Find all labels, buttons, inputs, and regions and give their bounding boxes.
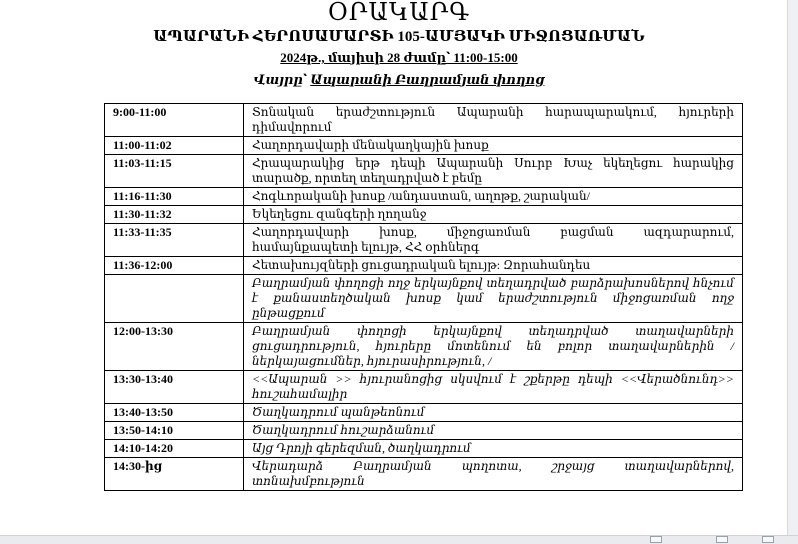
schedule-row bbox=[105, 206, 743, 224]
schedule-row bbox=[105, 224, 743, 257]
schedule-description: Բաղրամյան փողոցի ողջ երկայնքով տեղադրված բարձրախոսներով հնչում է քանաստեղծական խոսք կամ երաժշտություն միջոցառման ողջ ընթացքում bbox=[244, 275, 743, 323]
schedule-description: Հոգևորականի խոսք /անդաստան, աղոթք, շարական/ bbox=[244, 188, 743, 206]
event-date-time: 2024թ., մայիսի 28 ժամը՝ 11:00-15:00 bbox=[280, 50, 518, 65]
event-subtitle: ԱՊԱՐԱՆԻ ՀԵՐՈՍԱՄԱՐՏԻ 105-ԱՄՅԱԿԻ ՄԻՋՈՑԱՌՄԱՆ bbox=[153, 29, 645, 45]
schedule-description: Տոնական երաժշտություն Ապարանի հարապարակում, հյուրերի դիմավորում bbox=[244, 104, 743, 137]
schedule-row bbox=[105, 188, 743, 206]
schedule-row bbox=[105, 155, 743, 188]
place-label: Վայրը՝ bbox=[253, 72, 308, 87]
schedule-description: Այց Դրոյի գերեզման, ծաղկադրում bbox=[244, 440, 743, 458]
schedule-description: Բաղրամյան փողոցի երկայնքով տեղադրված տաղավարների ցուցադրություն, հյուրերը մոտենում են բոլոր տաղավարներին /ներկայացումներ, հյուրասիրություն, / bbox=[244, 323, 743, 371]
schedule-time bbox=[105, 275, 244, 323]
place-value: Ապարանի Բաղրամյան փողոց bbox=[310, 72, 545, 87]
schedule-description: Հաղորդավարի խոսք, միջոցառման բացման ազդարարում, համայնքապետի ելույթ, ՀՀ օրհներգ bbox=[244, 224, 743, 257]
schedule-time: 11:00-11:02 bbox=[105, 137, 244, 155]
schedule-time: 11:33-11:35 bbox=[105, 224, 244, 257]
schedule-time: 11:16-11:30 bbox=[105, 188, 244, 206]
schedule-time: 13:40-13:50 bbox=[105, 404, 244, 422]
schedule-description: Ծաղկադրում պանթեոնում bbox=[244, 404, 743, 422]
schedule-table bbox=[104, 103, 743, 491]
schedule-time: 13:50-14:10 bbox=[105, 422, 244, 440]
schedule-time: 11:30-11:32 bbox=[105, 206, 244, 224]
schedule-description: Ծաղկադրում հուշարձանում bbox=[244, 422, 743, 440]
page-view-icon[interactable] bbox=[762, 536, 774, 543]
schedule-time: 12:00-13:30 bbox=[105, 323, 244, 371]
schedule-description: Հրապարակից երթ դեպի Ապարանի Սուրբ Խաչ եկեղեցու հարակից տարածք, որտեղ տեղադրված է բեմը bbox=[244, 155, 743, 188]
schedule-row bbox=[105, 104, 743, 137]
schedule-row bbox=[105, 440, 743, 458]
schedule-row bbox=[105, 323, 743, 371]
schedule-description: Եկեղեցու զանգերի ղողանջ bbox=[244, 206, 743, 224]
schedule-row bbox=[105, 404, 743, 422]
schedule-row bbox=[105, 137, 743, 155]
schedule-time: 13:30-13:40 bbox=[105, 371, 244, 404]
schedule-description: <<Ապարան >> հյուրանոցից սկսվում է շքերթը դեպի <<Վերածնունդ>> հուշահամալիր bbox=[244, 371, 743, 404]
schedule-row bbox=[105, 371, 743, 404]
schedule-description: Հետախույզների ցուցադրական ելույթ: Զորահանդես bbox=[244, 257, 743, 275]
layout-icon[interactable] bbox=[650, 536, 662, 543]
view-icon[interactable] bbox=[716, 536, 728, 543]
schedule-time: 9:00-11:00 bbox=[105, 104, 244, 137]
schedule-description: Վերադարձ Բաղրամյան պողոտա, շրջայց տաղավարներով, տոնախմբություն bbox=[244, 458, 743, 491]
event-place bbox=[0, 72, 798, 88]
schedule-time: 14:10-14:20 bbox=[105, 440, 244, 458]
schedule-time: 14:30-ից bbox=[105, 458, 244, 491]
window-right-edge bbox=[787, 0, 798, 544]
status-bar bbox=[0, 535, 798, 544]
schedule-row bbox=[105, 422, 743, 440]
schedule-time: 11:36-12:00 bbox=[105, 257, 244, 275]
schedule-time: 11:03-11:15 bbox=[105, 155, 244, 188]
schedule-body bbox=[105, 104, 743, 491]
schedule-row bbox=[105, 275, 743, 323]
page-title: ՕՐԱԿԱՐԳ bbox=[327, 0, 471, 26]
schedule-row bbox=[105, 458, 743, 491]
schedule-description: Հաղորդավարի մենակաղկային խոսք bbox=[244, 137, 743, 155]
schedule-row bbox=[105, 257, 743, 275]
